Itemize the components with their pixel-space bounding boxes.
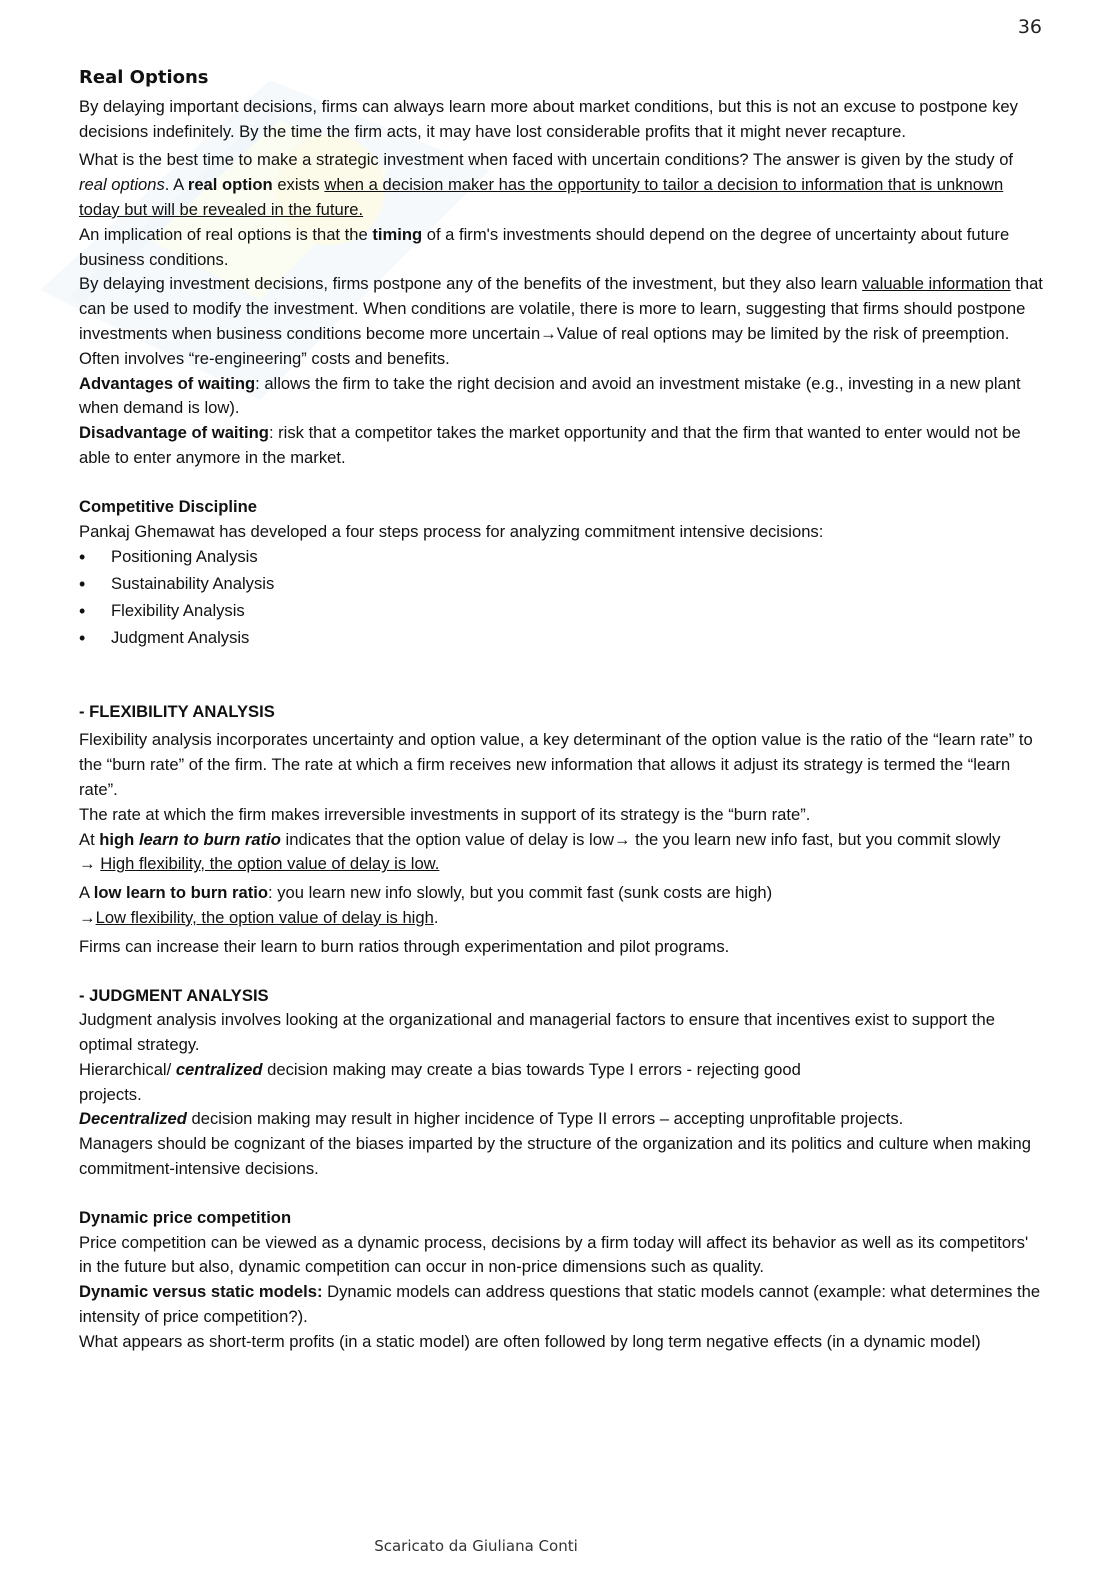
- paragraph: Price competition can be viewed as a dynamic process, decisions by a firm today will affect its behavior as well as its competitors' in the future but also, dynamic competition can occur in non-price dimensions such as quality.: [79, 1232, 1029, 1277]
- paragraph: Often involves “re-engineering” costs and benefits.: [79, 348, 450, 368]
- paragraph: Disadvantage of waiting: risk that a competitor takes the market opportunity and that the firm that wanted to enter would not be able to enter anymore in the market.: [79, 423, 1021, 467]
- paragraph: By delaying important decisions, firms can always learn more about market conditions, but this is not an excuse to postpone key decisions indefinitely. By the time the firm acts, it may have lost considerable profits that it might never recapture.: [79, 96, 1018, 141]
- list-item: • Sustainability Analysis: [79, 571, 1044, 598]
- paragraph: What appears as short-term profits (in a static model) are often followed by long term negative effects (in a dynamic model): [79, 1331, 981, 1351]
- paragraph: What is the best time to make a strategic investment when faced with uncertain conditions? The answer is given by the study of real options. A real option exists when a decision maker has the opportunity to tailor a decision to information that is unknown today but will be revealed in the future.: [79, 150, 1014, 219]
- list-item: • Positioning Analysis: [79, 544, 1044, 571]
- section-title-judgment-analysis: - JUDGMENT ANALYSIS: [79, 985, 269, 1005]
- footer-credit: Scaricato da Giuliana Conti: [374, 1537, 578, 1555]
- paragraph: Judgment analysis involves looking at the organizational and managerial factors to ensure that incentives exist to support the optimal strategy.: [79, 1010, 995, 1055]
- paragraph: →Low flexibility, the option value of delay is high.: [79, 907, 439, 927]
- bullet-list: [79, 544, 1044, 651]
- section-title-competitive-discipline: Competitive Discipline: [79, 496, 257, 516]
- paragraph: Dynamic versus static models: Dynamic models can address questions that static models cannot (example: what determines the intensity of price competition?).: [79, 1282, 1041, 1327]
- paragraph: A low learn to burn ratio: you learn new info slowly, but you commit fast (sunk costs are high): [79, 883, 773, 903]
- section-title-flexibility-analysis: - FLEXIBILITY ANALYSIS: [79, 701, 275, 721]
- paragraph: Hierarchical/ centralized decision making may create a bias towards Type I errors - rejecting good projects.: [79, 1059, 801, 1104]
- paragraph: By delaying investment decisions, firms postpone any of the benefits of the investment, but they also learn valuable information that can be used to modify the investment. When conditions are volatile, there is more to learn, suggesting that firms should postpone investments when business conditions become more uncertain→Value of real options may be limited by the risk of preemption.: [79, 274, 1043, 343]
- document-body: [79, 66, 1044, 1355]
- paragraph: Pankaj Ghemawat has developed a four steps process for analyzing commitment intensive decisions:: [79, 521, 824, 541]
- list-item: • Judgment Analysis: [79, 625, 1044, 652]
- page-number: 36: [1017, 16, 1042, 38]
- section-title-dynamic-price-competition: Dynamic price competition: [79, 1207, 292, 1227]
- paragraph: An implication of real options is that the timing of a firm's investments should depend on the degree of uncertainty about future business conditions.: [79, 224, 1010, 269]
- paragraph: Managers should be cognizant of the biases imparted by the structure of the organization and its politics and culture when making commitment-intensive decisions.: [79, 1134, 1031, 1179]
- paragraph: Firms can increase their learn to burn ratios through experimentation and pilot programs.: [79, 936, 730, 956]
- paragraph: → High flexibility, the option value of delay is low.: [79, 854, 440, 874]
- section-title-real-options: Real Options: [79, 67, 209, 88]
- paragraph: Flexibility analysis incorporates uncertainty and option value, a key determinant of the option value is the ratio of the “learn rate” to the “burn rate” of the firm. The rate at which a firm receives new information that allows it adjust its strategy is termed the “learn rate”.: [79, 730, 1033, 799]
- paragraph: Advantages of waiting: allows the firm to take the right decision and avoid an investment mistake (e.g., investing in a new plant when demand is low).: [79, 373, 1021, 418]
- paragraph: At high learn to burn ratio indicates that the option value of delay is low→ the you learn new info fast, but you commit slowly: [79, 829, 1001, 849]
- list-item: • Flexibility Analysis: [79, 598, 1044, 625]
- paragraph: Decentralized decision making may result in higher incidence of Type II errors – accepting unprofitable projects.: [79, 1109, 904, 1129]
- paragraph: The rate at which the firm makes irreversible investments in support of its strategy is the “burn rate”.: [79, 804, 811, 824]
